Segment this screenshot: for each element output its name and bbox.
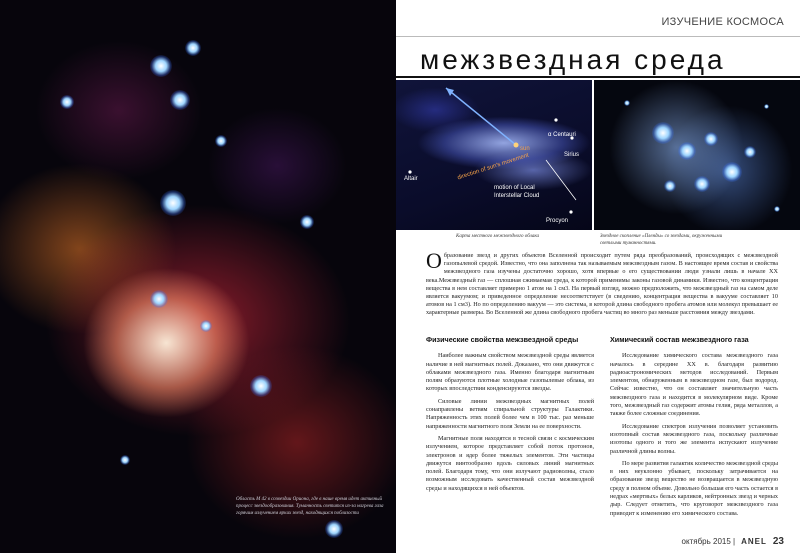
direction-arrow [446,88,516,145]
lead-text: бразование звезд и других объектов Вселенной происходит путем ряда преобразований, происходящих с межзвездной газопылевой средой. Известно, что она заполнена так называемым межзвездным газом. В настоящее время состав и свойства межзвездного газа изучены достаточно хорошо, хотя впервые о его существовании люди узнали лишь в начале ХХ века.Межзвездный газ — сплошная сжимаемая среда, к которой применимы законы газовой динамики. Известно, что концентрация вещества в нем составляет примерно 1 атом на 1 см3. На первый взгляд, можно предположить, что межзвездный газ на самом деле является вакуумом; и приведенное определение несоответствует (в сведению, концентрация вещества в вакууме составляет 10 атомов на 1 см3). Но по определению вакуум — это система, в которой длина свободного пробега атомов или молекул превышает ее характерные размеры. Во Вселенной же длина свободного пробега частиц во много раз меньше расстояния между звездами. [426,252,778,317]
star-glow [300,215,314,229]
sun-marker [514,143,519,148]
body-paragraph: По мере развития галактик количество межзвездной среды в них неуклонно убывает, поскольку затрачивается на образование звезд вещество не возвращается в межзвездную среду в полном объеме. Довольно большая его часть остается в недрах «мертвых» белых карликов, нейтронных звезд и черных дыр. Следует отметить, что круговорот межзвездного газа приводит к изменению его химического состава. [610,459,778,517]
column-chemical-composition [610,336,778,522]
interstellar-cloud-map [396,80,592,230]
nebula-photo [0,0,396,553]
star-glow [624,100,630,106]
star-glow [774,206,780,212]
page-number: 23 [772,536,784,547]
star-marker [408,170,411,173]
body-paragraph: Исследование химического состава межзвездного газа началось в середине ХХ в. благодаря развитию радиоастрономических методов исследований. Первым элементом, обнаруженным в межзвездном газе, был водород. Сейчас известно, что он составляет значительную часть межзвездного газа и находится в молекулярном виде. Кроме того, межзвездный газ содержит атомы гелия, ряда металлов, а также более сложные соединения. [610,352,778,418]
drop-cap: О [426,248,442,273]
section-heading: Химический состав межзвездного газа [610,335,749,344]
star-marker [554,118,557,121]
body-paragraph: Силовые линии межзвездных магнитных полей сонаправлены ветвям спиральной структуры Галактики. Напряженность этих полей более чем в 100 тыс. раз меньше напряженности магнитного поля Земли на ее поверхности. [426,397,594,430]
label-sirius: Sirius [564,152,580,158]
cloud-map-caption: Карта местного межзвездного облака [456,234,540,239]
section-rubric: ИЗУЧЕНИЕ КОСМОСА [661,16,784,28]
body-paragraph: Наиболее важным свойством межзвездной среды является наличие в ней магнитных полей. Доказано, что они движутся с облаками межзвездного газа. Именно благодаря магнитным полям образуются плотные холодные газопылевые облака, из которых впоследствии конденсируются звезды. [426,352,594,393]
column-physical-properties [426,336,594,497]
star-glow [160,190,186,216]
article-title: межзвездная среда [420,44,726,75]
pleiades-caption: Звездное скопление «Плеяды» со звездами, окруженными светлыми туманностями. [600,234,723,246]
star-glow [678,142,696,160]
label-sun: sun [520,146,530,152]
star-glow [150,55,172,77]
photo-caption: Область М 42 в созвездии Ориона, где в наше время идет активный процесс звездообразования. Туманность светится из-за нагрева газа горячим излучением ярких звезд, находящихся поблизости [236,497,384,516]
label-altair: Altair [404,176,418,182]
star-glow [60,95,74,109]
star-glow [704,132,718,146]
star-marker [569,210,572,213]
map-arrows [396,80,592,230]
star-glow [150,290,168,308]
star-glow [185,40,201,56]
page-footer [682,536,784,547]
section-heading: Физические свойства межзвездной среды [426,335,579,344]
issue-date: октябрь 2015 | [681,537,736,546]
star-glow [325,520,343,538]
star-glow [200,320,212,332]
magazine-logo: ANEL [741,537,767,546]
rubric-divider [396,36,800,37]
body-paragraph: Исследование спектров излучения позволяет установить изотопный состав межзвездного газа, поскольку различные изотопы одного и того же элемента испускают излучение различной длины волны. [610,422,778,455]
label-motion: motion of Local Interstellar Cloud [494,185,540,199]
lead-paragraph [426,248,778,318]
star-glow [764,104,769,109]
star-glow [652,122,674,144]
label-centauri: α Centauri [548,132,576,138]
pleiades-photo [594,80,800,230]
label-direction: direction of sun's movement [456,152,530,182]
star-glow [215,135,227,147]
star-glow [170,90,190,110]
star-glow [744,146,756,158]
star-glow [250,375,272,397]
title-divider [396,76,800,78]
star-glow [694,176,710,192]
star-glow [722,162,742,182]
article-page [396,0,800,553]
star-glow [120,455,130,465]
body-paragraph: Магнитные поля находятся в тесной связи с космическим излучением, которое представляет собой поток протонов, электронов и ядер более тяжелых элементов. Эти частицы движутся винтообразно вдоль силовых линий магнитных полей. Благодаря тому, что они излучают радиоволны, стало возможным исследовать качественный состав межзвездной среды и находящихся в ней объектов. [426,434,594,492]
arrow-head [446,88,454,96]
label-procyon: Procyon [546,218,569,224]
star-glow [664,180,676,192]
